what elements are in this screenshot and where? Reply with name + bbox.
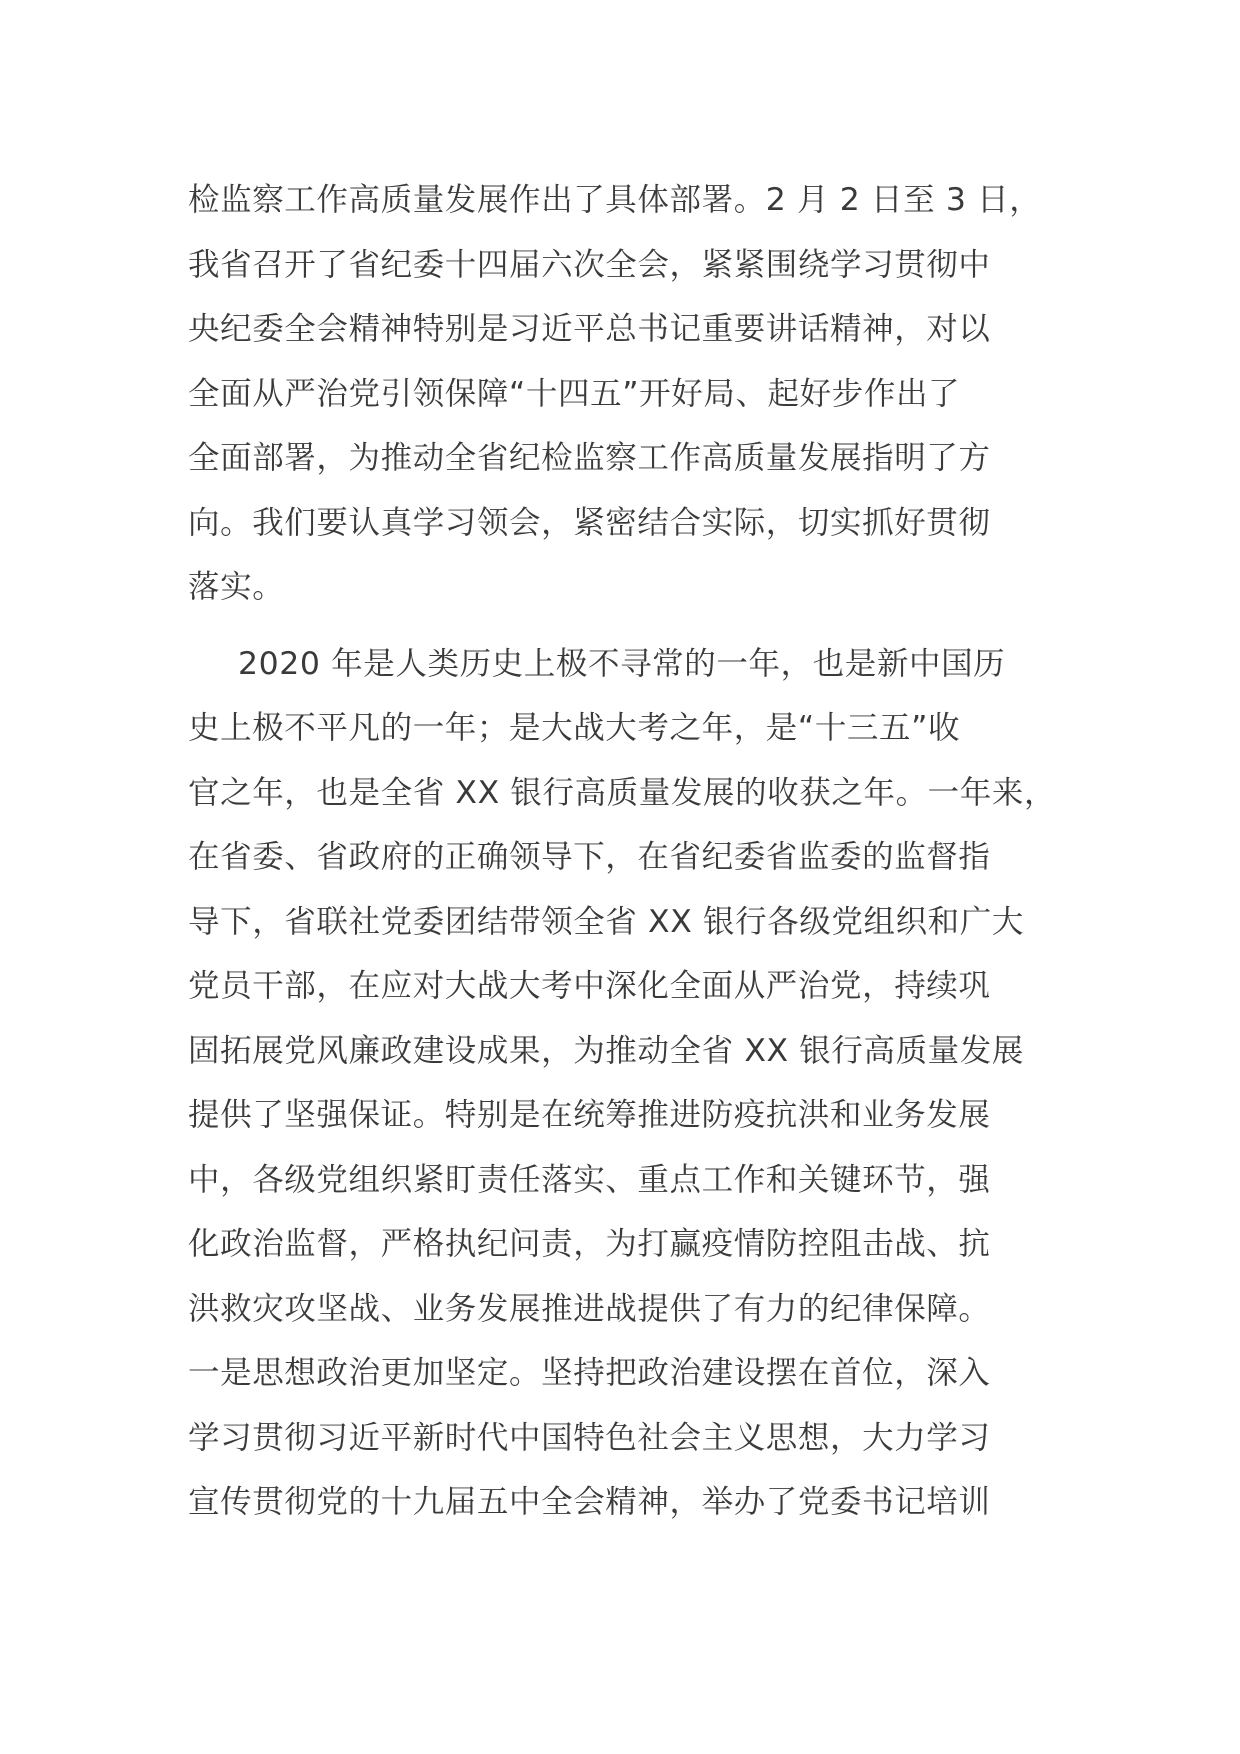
paragraph-line: 落实。 xyxy=(188,569,285,605)
paragraph-line: 化政治监督，严格执纪问责，为打赢疫情防控阻击战、抗 xyxy=(188,1226,991,1262)
paragraph-line: 洪救灾攻坚战、业务发展推进战提供了有力的纪律保障。 xyxy=(188,1290,991,1327)
paragraph-line: 宣传贯彻党的十九届五中全会精神，举办了党委书记培训 xyxy=(188,1484,991,1520)
paragraph-line: 党员干部，在应对大战大考中深化全面从严治党，持续巩 xyxy=(188,968,991,1004)
paragraph-line: 固拓展党风廉政建设成果，为推动全省 XX 银行高质量发展 xyxy=(188,1032,1024,1069)
paragraph-spacer xyxy=(188,620,1068,632)
paragraph-line: 我省召开了省纪委十四届六次全会，紧紧围绕学习贯彻中 xyxy=(188,246,991,283)
paragraph-line: 在省委、省政府的正确领导下，在省纪委省监委的监督指 xyxy=(188,839,991,875)
paragraph-line: 向。我们要认真学习领会，紧密结合实际，切实抓好贯彻 xyxy=(188,504,991,541)
paragraph-line: 学习贯彻习近平新时代中国特色社会主义思想，大力学习 xyxy=(188,1419,991,1456)
document-body xyxy=(188,168,1068,1535)
paragraph-1 xyxy=(188,168,1068,620)
paragraph-line: 导下，省联社党委团结带领全省 XX 银行各级党组织和广大 xyxy=(188,903,1024,940)
paragraph-2 xyxy=(188,632,1068,1535)
paragraph-line: 央纪委全会精神特别是习近平总书记重要讲话精神，对以 xyxy=(188,311,991,347)
paragraph-line: 检监察工作高质量发展作出了具体部署。2 月 2 日至 3 日， xyxy=(188,182,1042,218)
paragraph-line: 史上极不平凡的一年；是大战大考之年，是“十三五”收 xyxy=(188,710,961,746)
paragraph-line: 官之年，也是全省 XX 银行高质量发展的收获之年。一年来， xyxy=(188,774,1057,811)
paragraph-line: 2020 年是人类历史上极不寻常的一年，也是新中国历 xyxy=(238,645,1006,682)
paragraph-line: 全面部署，为推动全省纪检监察工作高质量发展指明了方 xyxy=(188,440,991,476)
paragraph-line: 提供了坚强保证。特别是在统筹推进防疫抗洪和业务发展 xyxy=(188,1097,991,1133)
paragraph-line: 中，各级党组织紧盯责任落实、重点工作和关键环节，强 xyxy=(188,1161,991,1198)
paragraph-line: 全面从严治党引领保障“十四五”开好局、起好步作出了 xyxy=(188,375,961,412)
paragraph-line: 一是思想政治更加坚定。坚持把政治建设摆在首位，深入 xyxy=(188,1355,991,1391)
